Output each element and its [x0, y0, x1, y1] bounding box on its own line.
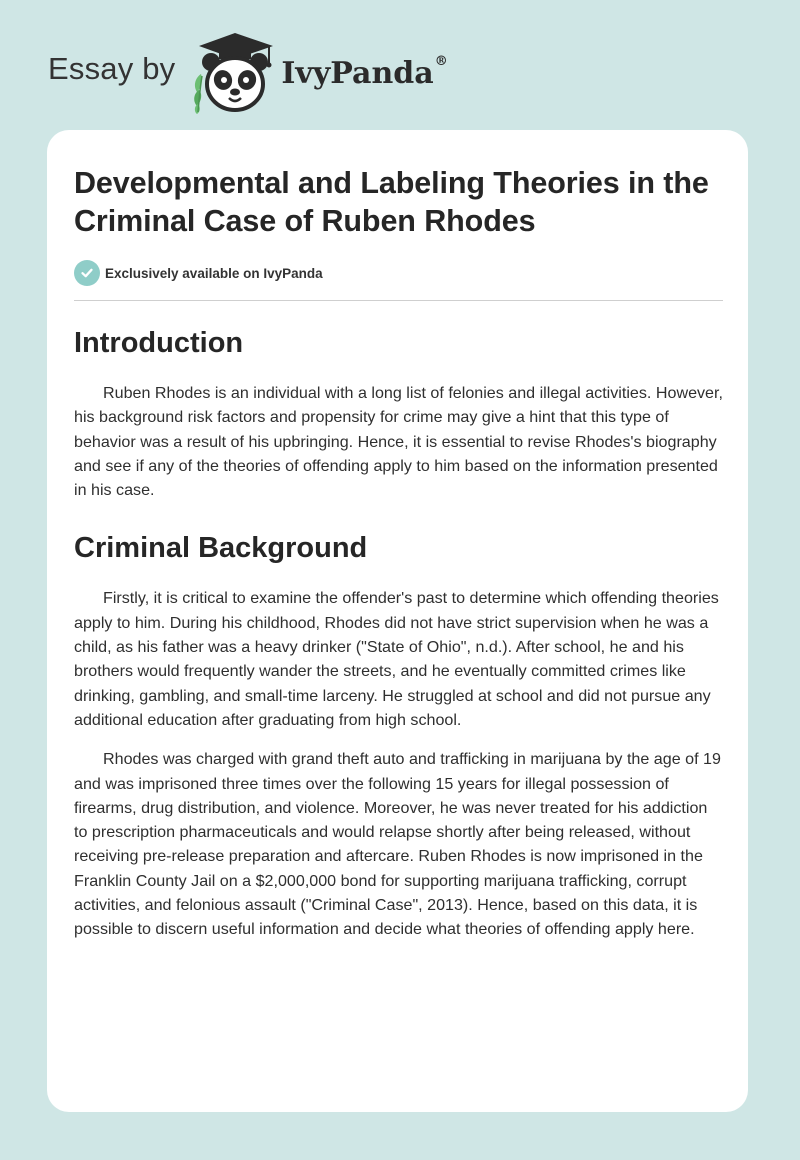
check-circle-icon [74, 260, 100, 286]
brand-name[interactable]: IvyPanda® [281, 53, 448, 91]
section-heading-criminal-background: Criminal Background [74, 532, 368, 565]
paragraph: Firstly, it is critical to examine the offender's past to determine which offending theories apply to him. During his childhood, Rhodes did not have strict supervision when he was a child, as his father was a heavy drinker ("State of Ohio", n.d.). After school, he and his brothers would frequently wander the streets, and he eventually committed crimes like drinking, gambling, and small-time larceny. He struggled at school and did not pursue any additional education after graduating from high school. [74, 589, 719, 729]
site-header [48, 30, 448, 114]
paragraph: Rhodes was charged with grand theft auto and trafficking in marijuana by the age of 19 and was imprisoned three times over the following 15 years for illegal possession of firearms, drug distribution, and violence. Moreover, he was never treated for his addiction to prescription pharmaceuticals and would relapse shortly after being released, without receiving pre-release preparation and aftercare. Ruben Rhodes is now imprisoned in the Franklin County Jail on a $2,000,000 bond for supporting marijuana trafficking, corrupt activities, and felonious assault ("Criminal Case", 2013). Hence, based on this data, it is possible to discern useful information and decide what theories of offending apply here. [74, 750, 721, 939]
article-title: Developmental and Labeling Theories in the Criminal Case of Ruben Rhodes [74, 166, 709, 238]
registered-mark: ® [434, 53, 448, 69]
article-content [74, 164, 723, 942]
divider [74, 300, 723, 301]
section-heading-introduction: Introduction [74, 327, 244, 359]
paragraph: Ruben Rhodes is an individual with a long list of felonies and illegal activities. However, his background risk factors and propensity for crime may give a hint that this type of behavior was a result of his upbringing. Hence, it is essential to revise Rhodes's biography and see if any of the theories of offending apply to him based on the information presented in his case. [74, 384, 723, 500]
exclusive-badge [74, 260, 723, 286]
panda-graduate-icon[interactable] [189, 30, 277, 114]
essay-by-label: Essay by [48, 51, 176, 86]
article-card [47, 130, 748, 1112]
exclusive-label: Exclusively available on IvyPanda [105, 265, 323, 281]
